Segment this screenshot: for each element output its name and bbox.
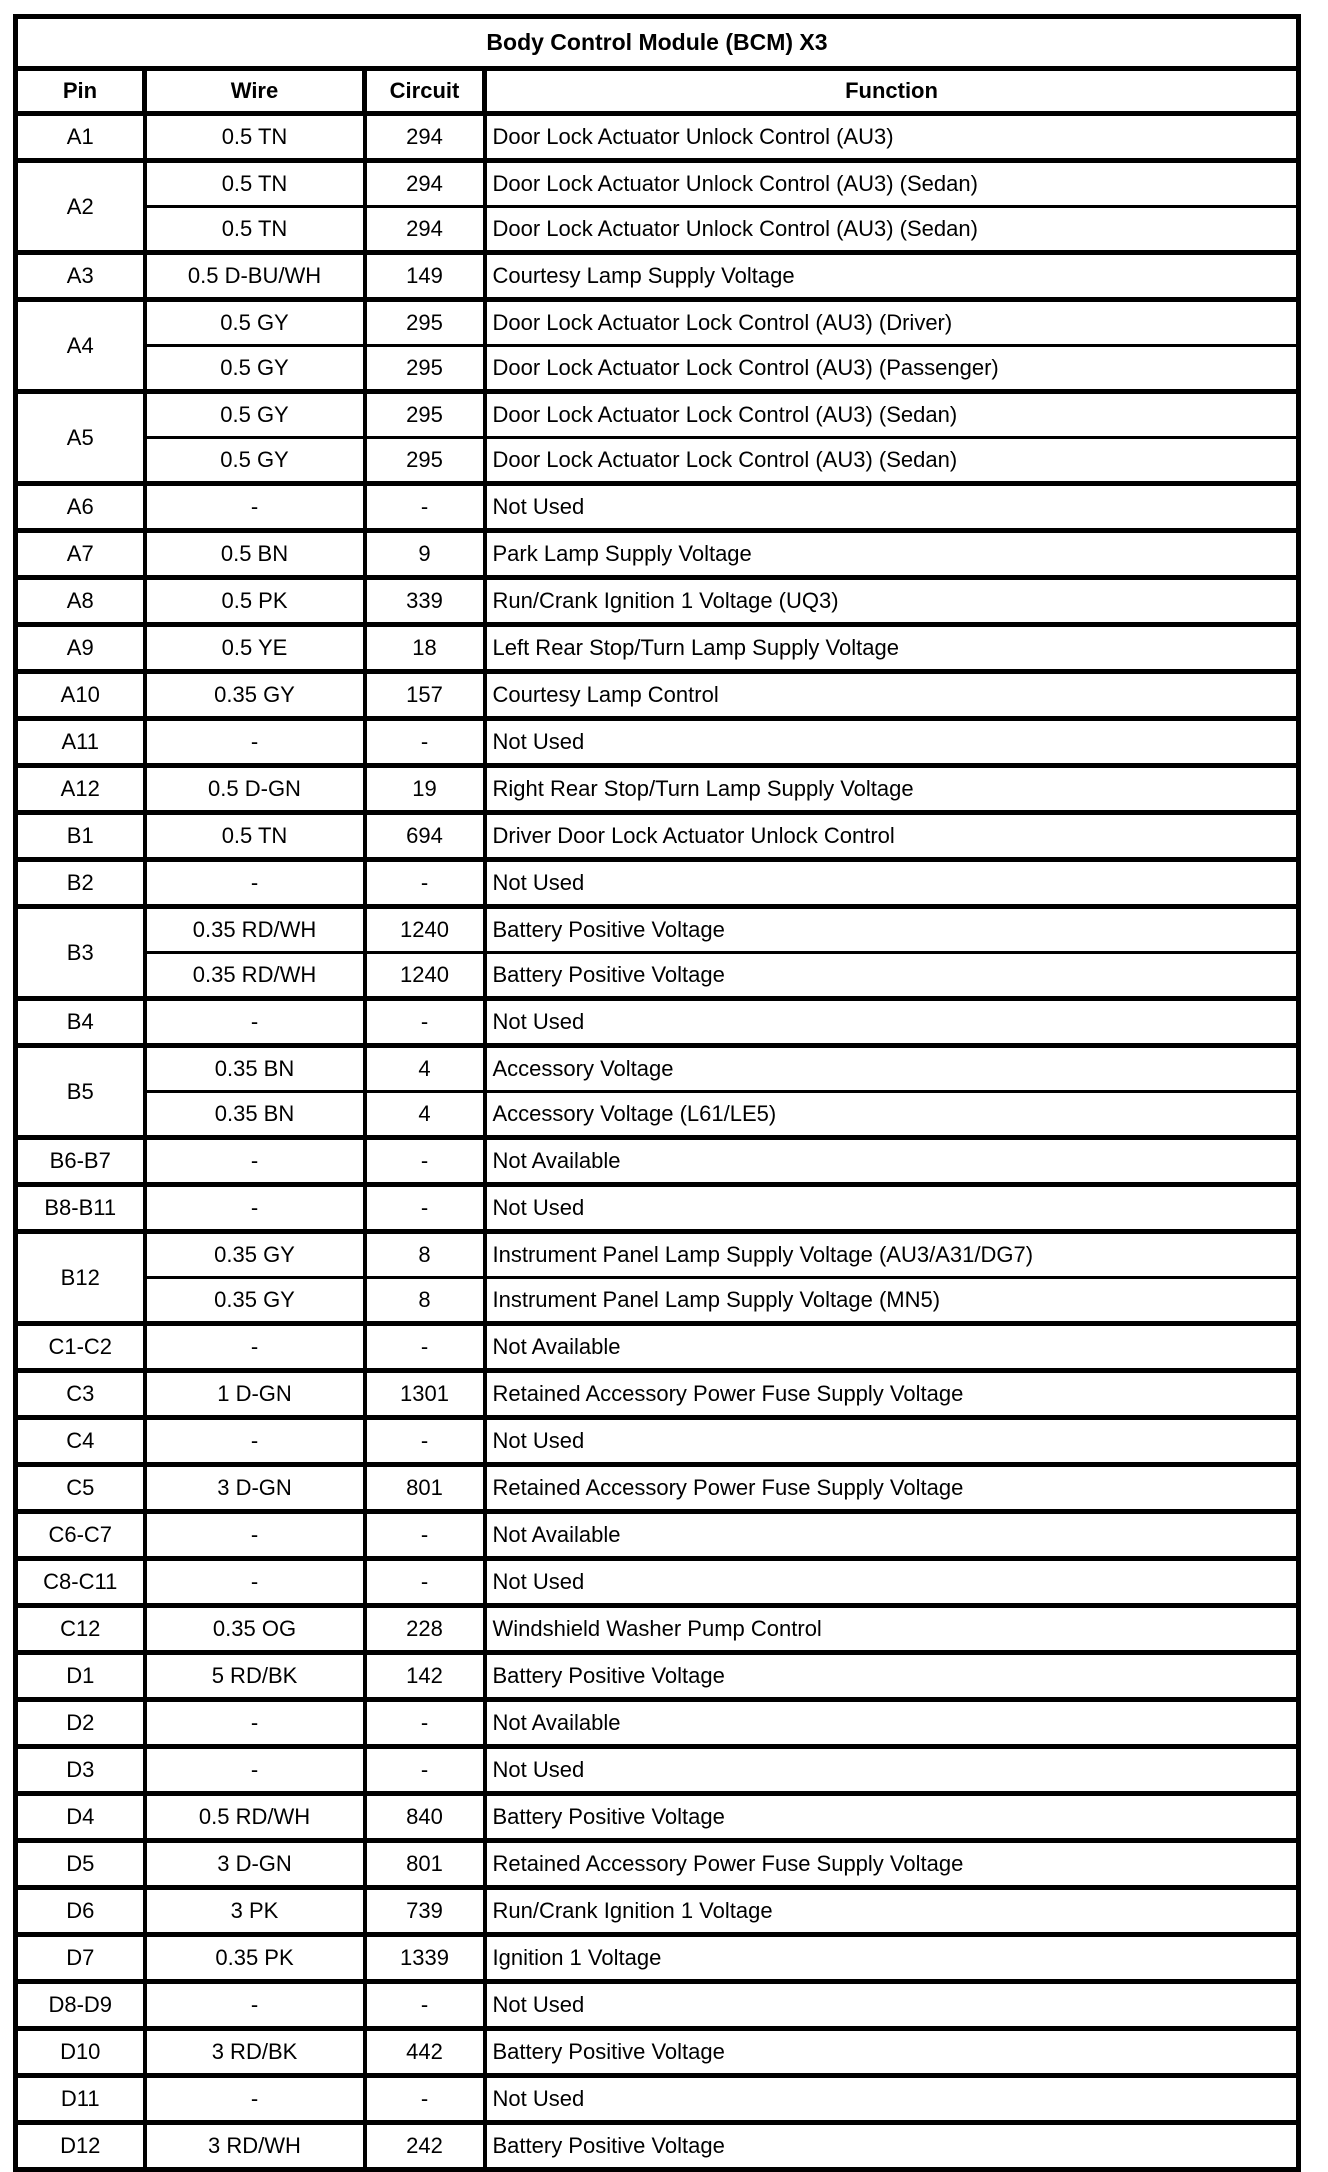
function-cell: Courtesy Lamp Control bbox=[485, 672, 1299, 719]
wire-cell: 0.5 TN bbox=[145, 161, 365, 207]
wire-cell: 0.35 RD/WH bbox=[145, 907, 365, 953]
function-cell: Not Used bbox=[485, 1982, 1299, 2029]
function-cell: Not Used bbox=[485, 1185, 1299, 1232]
function-cell: Battery Positive Voltage bbox=[485, 2029, 1299, 2076]
circuit-cell: 840 bbox=[365, 1794, 485, 1841]
circuit-cell: 739 bbox=[365, 1888, 485, 1935]
function-cell: Not Used bbox=[485, 860, 1299, 907]
wire-cell: 0.5 PK bbox=[145, 578, 365, 625]
pin-cell: B6-B7 bbox=[16, 1138, 145, 1185]
table-row bbox=[16, 953, 1299, 999]
function-cell: Driver Door Lock Actuator Unlock Control bbox=[485, 813, 1299, 860]
pin-cell: D10 bbox=[16, 2029, 145, 2076]
wire-cell: 0.5 TN bbox=[145, 114, 365, 161]
table-row bbox=[16, 1653, 1299, 1700]
pin-cell: C8-C11 bbox=[16, 1559, 145, 1606]
circuit-cell: - bbox=[365, 1324, 485, 1371]
table-row bbox=[16, 1092, 1299, 1138]
pin-cell: D6 bbox=[16, 1888, 145, 1935]
table-row bbox=[16, 531, 1299, 578]
function-cell: Accessory Voltage bbox=[485, 1046, 1299, 1092]
circuit-cell: 1301 bbox=[365, 1371, 485, 1418]
wire-cell: - bbox=[145, 484, 365, 531]
circuit-cell: 4 bbox=[365, 1092, 485, 1138]
pin-cell: C3 bbox=[16, 1371, 145, 1418]
wire-cell: 3 D-GN bbox=[145, 1465, 365, 1512]
table-row bbox=[16, 1747, 1299, 1794]
table-row bbox=[16, 1512, 1299, 1559]
table-row bbox=[16, 346, 1299, 392]
circuit-cell: - bbox=[365, 1185, 485, 1232]
pin-cell: D8-D9 bbox=[16, 1982, 145, 2029]
pin-cell: A3 bbox=[16, 253, 145, 300]
function-cell: Not Used bbox=[485, 484, 1299, 531]
function-cell: Battery Positive Voltage bbox=[485, 1794, 1299, 1841]
circuit-cell: 294 bbox=[365, 114, 485, 161]
circuit-cell: - bbox=[365, 1138, 485, 1185]
circuit-cell: 8 bbox=[365, 1232, 485, 1278]
table-title: Body Control Module (BCM) X3 bbox=[16, 17, 1299, 69]
function-cell: Door Lock Actuator Lock Control (AU3) (Driver) bbox=[485, 300, 1299, 346]
pin-cell: A9 bbox=[16, 625, 145, 672]
pin-cell: A12 bbox=[16, 766, 145, 813]
wire-cell: - bbox=[145, 1559, 365, 1606]
wire-cell: 0.5 GY bbox=[145, 438, 365, 484]
table-row bbox=[16, 2123, 1299, 2170]
wire-cell: 3 RD/WH bbox=[145, 2123, 365, 2170]
wire-cell: 0.5 TN bbox=[145, 207, 365, 253]
function-cell: Door Lock Actuator Lock Control (AU3) (Sedan) bbox=[485, 392, 1299, 438]
pin-cell: B3 bbox=[16, 907, 145, 999]
circuit-cell: 294 bbox=[365, 207, 485, 253]
wire-cell: 5 RD/BK bbox=[145, 1653, 365, 1700]
circuit-cell: - bbox=[365, 484, 485, 531]
table-row bbox=[16, 161, 1299, 207]
function-cell: Windshield Washer Pump Control bbox=[485, 1606, 1299, 1653]
function-cell: Left Rear Stop/Turn Lamp Supply Voltage bbox=[485, 625, 1299, 672]
table-row bbox=[16, 207, 1299, 253]
circuit-cell: - bbox=[365, 1747, 485, 1794]
wire-cell: 0.5 GY bbox=[145, 300, 365, 346]
pin-cell: A11 bbox=[16, 719, 145, 766]
table-row bbox=[16, 1418, 1299, 1465]
circuit-cell: 295 bbox=[365, 392, 485, 438]
circuit-cell: 295 bbox=[365, 300, 485, 346]
table-row bbox=[16, 719, 1299, 766]
table-row bbox=[16, 253, 1299, 300]
table-row bbox=[16, 1232, 1299, 1278]
wire-cell: - bbox=[145, 1418, 365, 1465]
table-row bbox=[16, 1935, 1299, 1982]
circuit-cell: - bbox=[365, 1982, 485, 2029]
table-row bbox=[16, 1841, 1299, 1888]
circuit-cell: 1240 bbox=[365, 953, 485, 999]
pin-cell: B2 bbox=[16, 860, 145, 907]
circuit-cell: 149 bbox=[365, 253, 485, 300]
function-cell: Courtesy Lamp Supply Voltage bbox=[485, 253, 1299, 300]
function-cell: Door Lock Actuator Unlock Control (AU3) bbox=[485, 114, 1299, 161]
function-cell: Not Available bbox=[485, 1512, 1299, 1559]
table-row bbox=[16, 1794, 1299, 1841]
wire-cell: 0.35 OG bbox=[145, 1606, 365, 1653]
pin-cell: D11 bbox=[16, 2076, 145, 2123]
function-cell: Run/Crank Ignition 1 Voltage (UQ3) bbox=[485, 578, 1299, 625]
wire-cell: - bbox=[145, 1700, 365, 1747]
wire-cell: - bbox=[145, 1185, 365, 1232]
circuit-cell: - bbox=[365, 2076, 485, 2123]
pin-cell: C6-C7 bbox=[16, 1512, 145, 1559]
pin-cell: D1 bbox=[16, 1653, 145, 1700]
function-cell: Battery Positive Voltage bbox=[485, 2123, 1299, 2170]
table-row bbox=[16, 114, 1299, 161]
function-cell: Battery Positive Voltage bbox=[485, 1653, 1299, 1700]
pin-cell: A6 bbox=[16, 484, 145, 531]
function-cell: Battery Positive Voltage bbox=[485, 953, 1299, 999]
function-cell: Retained Accessory Power Fuse Supply Voltage bbox=[485, 1841, 1299, 1888]
function-cell: Park Lamp Supply Voltage bbox=[485, 531, 1299, 578]
wire-cell: 0.5 TN bbox=[145, 813, 365, 860]
table-row bbox=[16, 1371, 1299, 1418]
pin-cell: A4 bbox=[16, 300, 145, 392]
function-cell: Retained Accessory Power Fuse Supply Voltage bbox=[485, 1465, 1299, 1512]
pin-cell: B8-B11 bbox=[16, 1185, 145, 1232]
circuit-cell: - bbox=[365, 860, 485, 907]
circuit-cell: 801 bbox=[365, 1841, 485, 1888]
wire-cell: 0.35 BN bbox=[145, 1046, 365, 1092]
circuit-cell: - bbox=[365, 1512, 485, 1559]
wire-cell: 3 PK bbox=[145, 1888, 365, 1935]
circuit-cell: 228 bbox=[365, 1606, 485, 1653]
pin-cell: B4 bbox=[16, 999, 145, 1046]
wire-cell: - bbox=[145, 2076, 365, 2123]
function-cell: Battery Positive Voltage bbox=[485, 907, 1299, 953]
table-row bbox=[16, 813, 1299, 860]
table-row bbox=[16, 1046, 1299, 1092]
table-row bbox=[16, 1324, 1299, 1371]
pin-cell: A2 bbox=[16, 161, 145, 253]
circuit-cell: - bbox=[365, 1418, 485, 1465]
table-row bbox=[16, 1888, 1299, 1935]
circuit-cell: 142 bbox=[365, 1653, 485, 1700]
pin-cell: D3 bbox=[16, 1747, 145, 1794]
table-row bbox=[16, 392, 1299, 438]
circuit-cell: 1240 bbox=[365, 907, 485, 953]
function-cell: Door Lock Actuator Unlock Control (AU3) (Sedan) bbox=[485, 207, 1299, 253]
circuit-cell: - bbox=[365, 1700, 485, 1747]
table-row bbox=[16, 672, 1299, 719]
circuit-cell: 8 bbox=[365, 1278, 485, 1324]
wire-cell: 0.35 GY bbox=[145, 1232, 365, 1278]
circuit-cell: 442 bbox=[365, 2029, 485, 2076]
circuit-cell: 19 bbox=[365, 766, 485, 813]
wire-cell: - bbox=[145, 1512, 365, 1559]
circuit-cell: 694 bbox=[365, 813, 485, 860]
table-row bbox=[16, 2029, 1299, 2076]
table-row bbox=[16, 1185, 1299, 1232]
wire-cell: - bbox=[145, 1138, 365, 1185]
wire-cell: 0.5 D-GN bbox=[145, 766, 365, 813]
table-row bbox=[16, 1138, 1299, 1185]
circuit-cell: 295 bbox=[365, 346, 485, 392]
pin-cell: A1 bbox=[16, 114, 145, 161]
circuit-cell: 339 bbox=[365, 578, 485, 625]
table-row bbox=[16, 300, 1299, 346]
circuit-cell: 801 bbox=[365, 1465, 485, 1512]
bcm-pinout-table bbox=[13, 14, 1301, 2172]
wire-cell: 0.5 YE bbox=[145, 625, 365, 672]
function-cell: Accessory Voltage (L61/LE5) bbox=[485, 1092, 1299, 1138]
wire-cell: 0.5 BN bbox=[145, 531, 365, 578]
pin-cell: D7 bbox=[16, 1935, 145, 1982]
circuit-cell: 242 bbox=[365, 2123, 485, 2170]
wire-cell: 0.5 RD/WH bbox=[145, 1794, 365, 1841]
pin-cell: B1 bbox=[16, 813, 145, 860]
circuit-cell: 295 bbox=[365, 438, 485, 484]
table-row bbox=[16, 578, 1299, 625]
table-row bbox=[16, 438, 1299, 484]
pin-cell: A8 bbox=[16, 578, 145, 625]
function-cell: Not Used bbox=[485, 1747, 1299, 1794]
table-row bbox=[16, 766, 1299, 813]
circuit-cell: 4 bbox=[365, 1046, 485, 1092]
table-row bbox=[16, 907, 1299, 953]
pin-cell: D2 bbox=[16, 1700, 145, 1747]
column-header-function: Function bbox=[485, 69, 1299, 114]
circuit-cell: 9 bbox=[365, 531, 485, 578]
circuit-cell: 18 bbox=[365, 625, 485, 672]
wire-cell: - bbox=[145, 719, 365, 766]
wire-cell: 3 RD/BK bbox=[145, 2029, 365, 2076]
function-cell: Ignition 1 Voltage bbox=[485, 1935, 1299, 1982]
table-row bbox=[16, 1606, 1299, 1653]
pin-cell: D12 bbox=[16, 2123, 145, 2170]
pin-cell: C4 bbox=[16, 1418, 145, 1465]
wire-cell: 0.5 GY bbox=[145, 392, 365, 438]
wire-cell: - bbox=[145, 999, 365, 1046]
pin-cell: C1-C2 bbox=[16, 1324, 145, 1371]
wire-cell: 0.35 GY bbox=[145, 672, 365, 719]
function-cell: Door Lock Actuator Lock Control (AU3) (Passenger) bbox=[485, 346, 1299, 392]
function-cell: Not Used bbox=[485, 999, 1299, 1046]
function-cell: Door Lock Actuator Lock Control (AU3) (Sedan) bbox=[485, 438, 1299, 484]
table-title-row bbox=[16, 17, 1299, 69]
function-cell: Door Lock Actuator Unlock Control (AU3) (Sedan) bbox=[485, 161, 1299, 207]
function-cell: Instrument Panel Lamp Supply Voltage (AU3/A31/DG7) bbox=[485, 1232, 1299, 1278]
wire-cell: 0.35 GY bbox=[145, 1278, 365, 1324]
table-row bbox=[16, 1278, 1299, 1324]
function-cell: Not Available bbox=[485, 1138, 1299, 1185]
table-row bbox=[16, 484, 1299, 531]
wire-cell: 0.35 PK bbox=[145, 1935, 365, 1982]
function-cell: Instrument Panel Lamp Supply Voltage (MN5) bbox=[485, 1278, 1299, 1324]
function-cell: Not Used bbox=[485, 1559, 1299, 1606]
wire-cell: 0.5 GY bbox=[145, 346, 365, 392]
pin-cell: C5 bbox=[16, 1465, 145, 1512]
table-row bbox=[16, 860, 1299, 907]
column-header-pin: Pin bbox=[16, 69, 145, 114]
pin-cell: B12 bbox=[16, 1232, 145, 1324]
table-row bbox=[16, 1465, 1299, 1512]
table-row bbox=[16, 625, 1299, 672]
wire-cell: 0.5 D-BU/WH bbox=[145, 253, 365, 300]
function-cell: Right Rear Stop/Turn Lamp Supply Voltage bbox=[485, 766, 1299, 813]
circuit-cell: 157 bbox=[365, 672, 485, 719]
pin-cell: C12 bbox=[16, 1606, 145, 1653]
circuit-cell: - bbox=[365, 719, 485, 766]
circuit-cell: 1339 bbox=[365, 1935, 485, 1982]
wire-cell: - bbox=[145, 1747, 365, 1794]
column-header-wire: Wire bbox=[145, 69, 365, 114]
pinout-table-body bbox=[16, 114, 1299, 2170]
function-cell: Not Used bbox=[485, 719, 1299, 766]
wire-cell: 0.35 RD/WH bbox=[145, 953, 365, 999]
wire-cell: 0.35 BN bbox=[145, 1092, 365, 1138]
pin-cell: A10 bbox=[16, 672, 145, 719]
pin-cell: D5 bbox=[16, 1841, 145, 1888]
function-cell: Not Available bbox=[485, 1324, 1299, 1371]
function-cell: Not Available bbox=[485, 1700, 1299, 1747]
circuit-cell: 294 bbox=[365, 161, 485, 207]
wire-cell: - bbox=[145, 860, 365, 907]
function-cell: Not Used bbox=[485, 2076, 1299, 2123]
function-cell: Retained Accessory Power Fuse Supply Voltage bbox=[485, 1371, 1299, 1418]
wire-cell: - bbox=[145, 1982, 365, 2029]
pin-cell: D4 bbox=[16, 1794, 145, 1841]
function-cell: Not Used bbox=[485, 1418, 1299, 1465]
function-cell: Run/Crank Ignition 1 Voltage bbox=[485, 1888, 1299, 1935]
circuit-cell: - bbox=[365, 1559, 485, 1606]
pin-cell: A7 bbox=[16, 531, 145, 578]
wire-cell: 1 D-GN bbox=[145, 1371, 365, 1418]
table-row bbox=[16, 2076, 1299, 2123]
wire-cell: - bbox=[145, 1324, 365, 1371]
table-row bbox=[16, 1700, 1299, 1747]
table-row bbox=[16, 1982, 1299, 2029]
column-header-circuit: Circuit bbox=[365, 69, 485, 114]
table-row bbox=[16, 999, 1299, 1046]
pin-cell: B5 bbox=[16, 1046, 145, 1138]
table-row bbox=[16, 1559, 1299, 1606]
circuit-cell: - bbox=[365, 999, 485, 1046]
table-header-row bbox=[16, 69, 1299, 114]
wire-cell: 3 D-GN bbox=[145, 1841, 365, 1888]
pin-cell: A5 bbox=[16, 392, 145, 484]
